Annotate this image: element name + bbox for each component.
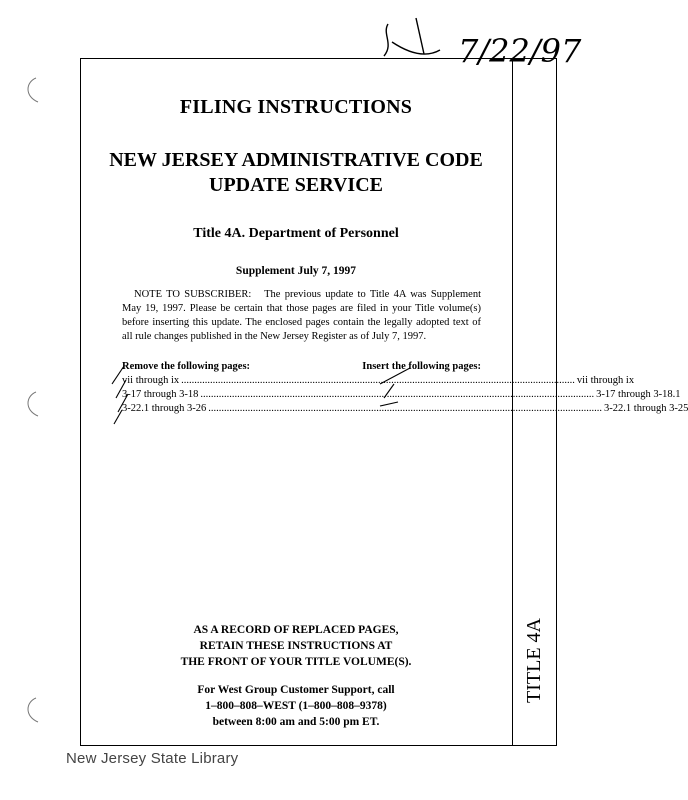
record-notice-line: AS A RECORD OF REPLACED PAGES, xyxy=(193,624,399,636)
binder-hole-mark xyxy=(22,76,40,104)
remove-pages: 3-17 through 3-18 xyxy=(122,389,199,400)
code-title-line1: NEW JERSEY ADMINISTRATIVE CODE xyxy=(109,149,483,171)
leader-dots: ...................................................................................................................................................... xyxy=(208,403,603,414)
supplement-date: Supplement July 7, 1997 xyxy=(235,265,357,277)
support-phone: 1–800–808–WEST (1–800–808–9378) xyxy=(205,700,387,712)
library-stamp: New Jersey State Library xyxy=(66,750,239,767)
remove-pages: 3-22.1 through 3-26 xyxy=(122,403,207,414)
record-notice xyxy=(80,622,512,670)
insert-pages: 3-17 through 3-18.1 xyxy=(596,389,681,400)
department-heading: Title 4A. Department of Personnel xyxy=(193,226,399,241)
handwritten-date: 7/22/97 xyxy=(458,32,582,70)
spine-label: TITLE 4A xyxy=(523,617,546,703)
note-to-subscriber xyxy=(122,288,481,344)
leader-dots: ...................................................................................................................................................... xyxy=(200,389,595,400)
filing-instructions-title: FILING INSTRUCTIONS xyxy=(179,96,413,118)
insert-header: Insert the following pages: xyxy=(362,361,481,372)
note-label: NOTE TO SUBSCRIBER: xyxy=(134,289,252,300)
insert-pages: 3-22.1 through 3-25 xyxy=(604,403,688,414)
record-notice-line: THE FRONT OF YOUR TITLE VOLUME(S). xyxy=(180,656,412,668)
spine-tab xyxy=(513,600,556,720)
leader-dots: ...................................................................................................................................................... xyxy=(181,375,575,386)
note-text: The previous update to Title 4A was Supplement May 19, 1997. Please be certain that those pages are filed in your Title volume(s) before inserting this update. The enclosed pages contain the legally adopted text of all rule changes published in the New Jersey Register as of July 7, 1997. xyxy=(122,289,482,342)
support-line: For West Group Customer Support, call xyxy=(197,684,395,696)
handwritten-check-marks xyxy=(110,362,490,424)
binder-hole-mark xyxy=(22,390,40,418)
insert-pages: vii through ix xyxy=(576,375,635,386)
binder-hole-mark xyxy=(22,696,40,724)
support-hours: between 8:00 am and 5:00 pm ET. xyxy=(212,716,380,728)
remove-pages: vii through ix xyxy=(122,375,180,386)
record-notice-line: RETAIN THESE INSTRUCTIONS AT xyxy=(199,640,393,652)
code-title-line2: UPDATE SERVICE xyxy=(209,174,383,196)
customer-support-info xyxy=(80,682,512,730)
remove-header: Remove the following pages: xyxy=(122,361,251,372)
